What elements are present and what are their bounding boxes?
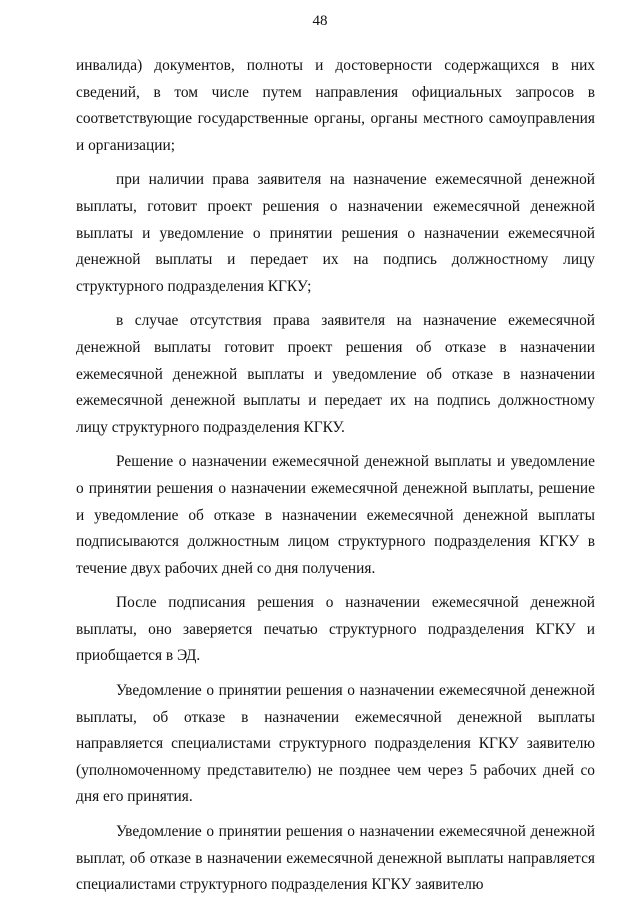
paragraph-5: После подписания решения о назначении ежемесячной денежной выплаты, оно заверяется печатью структурного подразделения КГКУ и приобщается в ЭД. xyxy=(76,594,595,665)
paragraph-4: Решение о назначении ежемесячной денежной выплаты и уведомление о принятии решения о назначении ежемесячной денежной выплаты, решение и уведомление об отказе в назначении ежемесячной денежной выплаты подписываются должностным лицом структурного подразделения КГКУ в течение двух рабочих дней со дня получения. xyxy=(76,453,595,577)
paragraph-3: в случае отсутствия права заявителя на назначение ежемесячной денежной выплаты готовит проект решения об отказе в назначении ежемесячной денежной выплаты и уведомление об отказе в назначении ежемесячной денежной выплаты и передает их на подпись должностному лицу структурного подразделения КГКУ. xyxy=(76,312,595,436)
paragraph-7: Уведомление о принятии решения о назначении ежемесячной денежной выплат, об отказе в назначении ежемесячной денежной выплаты направляется специалистами структурного подразделения КГКУ заявителю xyxy=(76,823,595,894)
paragraph-6: Уведомление о принятии решения о назначении ежемесячной денежной выплаты, об отказе в назначении ежемесячной денежной выплаты направляется специалистами структурного подразделения КГКУ заявителю (уполномоченному представителю) не позднее чем через 5 рабочих дней со дня его принятия. xyxy=(76,682,595,806)
paragraph-1: инвалида) документов, полноты и достоверности содержащихся в них сведений, в том числе путем направления официальных запросов в соответствующие государственные органы, органы местного самоуправления и организации; xyxy=(76,57,595,154)
paragraph-2: при наличии права заявителя на назначение ежемесячной денежной выплаты, готовит проект решения о назначении ежемесячной денежной выплаты и уведомление о принятии решения о назначении ежемесячной денежной выплаты и передает их на подпись должностному лицу структурного подразделения КГКУ; xyxy=(76,171,595,295)
page-number: 48 xyxy=(312,13,328,29)
document-body xyxy=(76,53,595,894)
